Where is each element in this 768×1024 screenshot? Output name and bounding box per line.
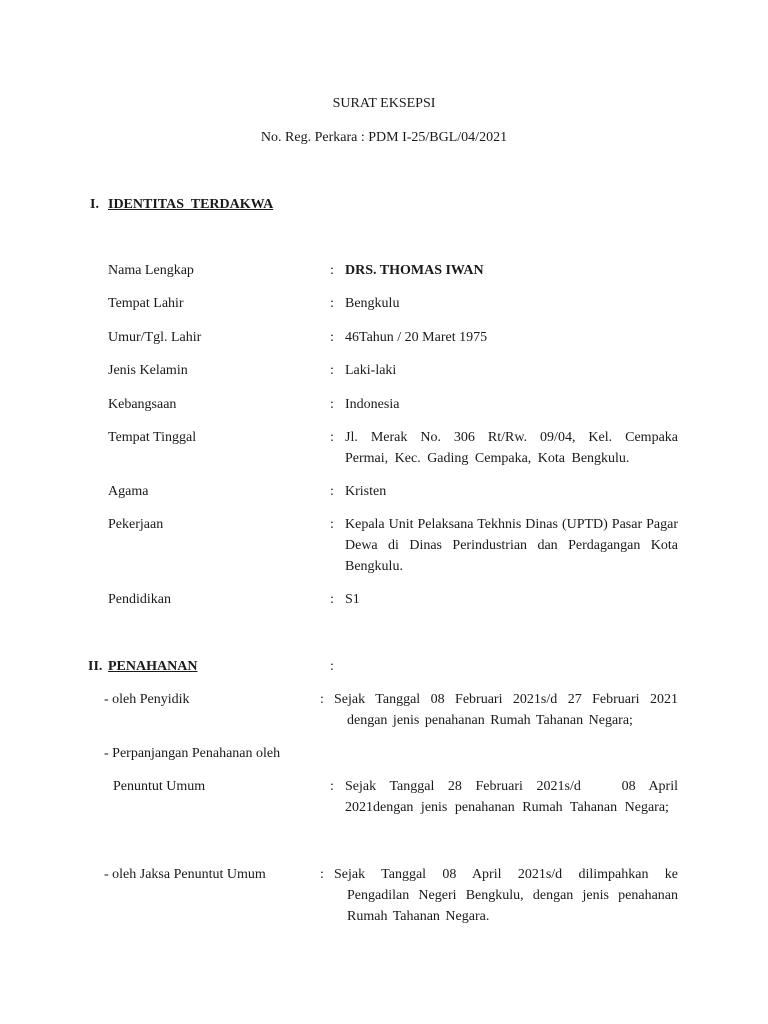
- row-colon: :: [330, 263, 334, 278]
- row-label: Kebangsaan: [108, 397, 177, 412]
- row-value: S1: [345, 592, 360, 607]
- item-label: - oleh Penyidik: [104, 692, 190, 707]
- row-value: Jl. Merak No. 306 Rt/Rw. 09/04, Kel. Cempaka Permai, Kec. Gading Cempaka, Kota Bengkulu.: [345, 430, 678, 466]
- row-value: DRS. THOMAS IWAN: [345, 263, 484, 278]
- row-label: Tempat Tinggal: [108, 430, 197, 445]
- item-value: Sejak Tanggal 28 Februari 2021s/d 08 April 2021dengan jenis penahanan Rumah Tahanan Negara;: [345, 779, 686, 815]
- document-title: SURAT EKSEPSI: [332, 96, 436, 111]
- registration-number: No. Reg. Perkara : PDM I-25/BGL/04/2021: [260, 130, 508, 145]
- item-label: - Perpanjangan Penahanan oleh: [104, 746, 281, 761]
- row-colon: :: [330, 296, 334, 311]
- row-label: Jenis Kelamin: [108, 363, 188, 378]
- section-1-heading: IDENTITAS TERDAKWA: [108, 197, 274, 212]
- row-label: Tempat Lahir: [108, 296, 184, 311]
- section-2-colon: :: [330, 659, 334, 674]
- detention-investigator-value: Sejak Tanggal 08 Februari 2021s/d 27 Februari 2021 dengan jenis penahanan Rumah Tahanan Negara;: [334, 692, 678, 728]
- section-1-number: I.: [90, 197, 99, 212]
- row-colon: :: [330, 430, 334, 445]
- row-colon: :: [330, 517, 334, 532]
- item-value: Sejak Tanggal 08 April 2021s/d dilimpahkan ke Pengadilan Negeri Bengkulu, dengan jenis penahanan Rumah Tahanan Negara.: [334, 867, 678, 924]
- item-colon: :: [320, 867, 324, 882]
- row-colon: :: [330, 363, 334, 378]
- item-label: - oleh Jaksa Penuntut Umum: [104, 867, 266, 882]
- row-colon: :: [330, 397, 334, 412]
- row-colon: :: [330, 592, 334, 607]
- row-label: Pendidikan: [108, 592, 171, 607]
- row-value: Bengkulu: [345, 296, 400, 311]
- section-2-number: II.: [88, 659, 103, 674]
- row-label: Nama Lengkap: [108, 263, 194, 278]
- row-value: Laki-laki: [345, 363, 397, 378]
- row-label: Umur/Tgl. Lahir: [108, 330, 202, 345]
- row-value: Indonesia: [345, 397, 400, 412]
- row-value: Kepala Unit Pelaksana Tekhnis Dinas (UPTD) Pasar Pagar Dewa di Dinas Perindustrian dan Perdagangan Kota Bengkulu.: [345, 517, 678, 574]
- row-colon: :: [330, 484, 334, 499]
- row-value: Kristen: [345, 484, 387, 499]
- row-colon: :: [330, 330, 334, 345]
- row-value: 46Tahun / 20 Maret 1975: [345, 330, 488, 345]
- section-2-heading: PENAHANAN: [108, 659, 198, 674]
- row-label: Pekerjaan: [108, 517, 164, 532]
- item-colon: :: [330, 779, 334, 794]
- item-colon: :: [320, 692, 324, 707]
- item-label-continued: Penuntut Umum: [113, 779, 206, 794]
- row-label: Agama: [108, 484, 149, 499]
